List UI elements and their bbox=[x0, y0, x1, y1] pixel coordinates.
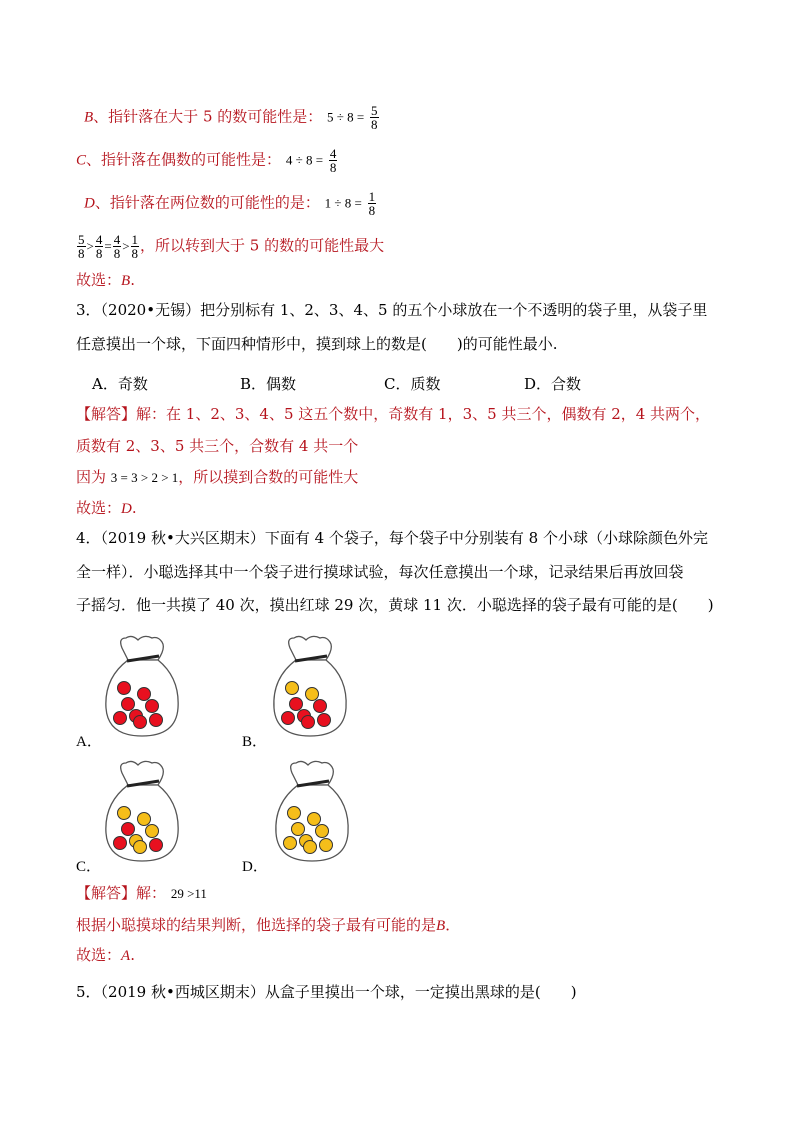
operator: > bbox=[122, 238, 130, 254]
math-expr: 1 ÷ 8 = bbox=[324, 195, 362, 211]
yellow-ball bbox=[284, 837, 297, 850]
line-d bbox=[84, 190, 377, 217]
red-ball bbox=[150, 714, 163, 727]
answer-end: . bbox=[131, 499, 137, 517]
line-text: 、指针落在大于 5 的数可能性是： bbox=[93, 107, 323, 126]
yellow-ball bbox=[146, 825, 159, 838]
q4-solution-line1 bbox=[76, 883, 207, 904]
red-ball bbox=[122, 823, 135, 836]
answer-value: D bbox=[121, 501, 132, 517]
red-ball bbox=[314, 700, 327, 713]
fraction: $\frac{4}{8}$ bbox=[95, 232, 103, 261]
math-expr: 4 ÷ 8 = bbox=[285, 152, 324, 168]
yellow-ball bbox=[288, 807, 301, 820]
red-ball bbox=[146, 700, 159, 713]
fraction: $\frac{4}{8}$ bbox=[329, 146, 337, 175]
q4-line1: 4．（2019 秋•大兴区期末）下面有 4 个袋子，每个袋子中分别装有 8 个小球（小球除颜色外完 bbox=[76, 529, 708, 547]
answer-q3 bbox=[76, 498, 137, 519]
option-c: C．质数 bbox=[384, 375, 441, 393]
red-ball bbox=[302, 716, 315, 729]
yellow-ball bbox=[134, 841, 147, 854]
solution-tag: 【解答】 bbox=[76, 405, 137, 423]
yellow-ball bbox=[138, 813, 151, 826]
bag-c-image bbox=[100, 757, 184, 867]
solution-text: 根据小聪摸球的结果判断，他选择的袋子最有可能的是 bbox=[76, 916, 437, 934]
red-ball bbox=[114, 712, 127, 725]
line-text: 、指针落在两位数的可能性的是： bbox=[94, 193, 320, 212]
red-ball bbox=[150, 839, 163, 852]
bag-b-image bbox=[268, 632, 352, 742]
option-b: B．偶数 bbox=[240, 375, 297, 393]
fraction: $\frac{1}{8}$ bbox=[131, 232, 139, 261]
red-ball bbox=[122, 698, 135, 711]
option-c-label: C． bbox=[76, 859, 102, 875]
q4-line2: 全一样）．小聪选择其中一个袋子进行摸球试验，每次任意摸出一个球，记录结果后再放回袋 bbox=[76, 563, 684, 581]
bag-d-image bbox=[270, 757, 354, 867]
math-expr: 5 ÷ 8 = bbox=[327, 109, 365, 125]
q3-solution-line1 bbox=[76, 404, 710, 424]
red-ball bbox=[114, 837, 127, 850]
red-ball bbox=[318, 714, 331, 727]
q4-solution-line2 bbox=[76, 915, 460, 936]
solution-text: 因为 bbox=[76, 468, 107, 486]
q3-solution-line3 bbox=[76, 467, 358, 488]
compare-text: ，所以转到大于 5 的数的可能性最大 bbox=[140, 236, 385, 255]
answer-label: 故选： bbox=[76, 946, 122, 964]
answer-end: . bbox=[130, 271, 135, 289]
option-a-label: A． bbox=[76, 734, 102, 750]
answer-q2 bbox=[76, 270, 135, 291]
answer-q4 bbox=[76, 945, 135, 966]
option-a: A．奇数 bbox=[92, 375, 148, 393]
yellow-ball bbox=[316, 825, 329, 838]
answer-label: 故选： bbox=[76, 271, 122, 289]
answer-end: . bbox=[130, 946, 135, 964]
q3-line1: 3．（2020•无锡）把分别标有 1、2、3、4、5 的五个小球放在一个不透明的袋子里，从袋子里 bbox=[76, 301, 708, 319]
yellow-ball bbox=[304, 841, 317, 854]
red-ball bbox=[282, 712, 295, 725]
solution-text: ，所以摸到合数的可能性大 bbox=[178, 468, 359, 486]
yellow-ball bbox=[306, 688, 319, 701]
math-expr: 29 >11 bbox=[170, 886, 207, 901]
line-b bbox=[84, 104, 380, 131]
operator: > bbox=[86, 238, 94, 254]
red-ball bbox=[138, 688, 151, 701]
fraction: $\frac{1}{8}$ bbox=[368, 189, 376, 218]
math-expr: 3 = 3 > 2 > 1 bbox=[110, 470, 179, 485]
answer-value: A bbox=[121, 948, 131, 964]
red-ball bbox=[118, 682, 131, 695]
answer-value: B bbox=[121, 273, 131, 289]
solution-tag: 【解答】 bbox=[76, 884, 137, 902]
fraction: $\frac{5}{8}$ bbox=[78, 232, 85, 261]
line-c bbox=[76, 147, 338, 174]
red-ball bbox=[134, 716, 147, 729]
answer-label: 故选： bbox=[76, 499, 122, 517]
fraction: $\frac{5}{8}$ bbox=[371, 103, 378, 132]
answer-value: B bbox=[436, 918, 446, 934]
option-d: D．合数 bbox=[524, 375, 582, 393]
line-text: 、指针落在偶数的可能性是： bbox=[86, 150, 282, 169]
option-letter: B bbox=[84, 109, 94, 126]
yellow-ball bbox=[118, 807, 131, 820]
operator: = bbox=[104, 238, 112, 254]
q4-line3: 子摇匀．他一共摸了 40 次，摸出红球 29 次，黄球 11 次．小聪选择的袋子最有可能的是( ) bbox=[76, 596, 714, 614]
yellow-ball bbox=[286, 682, 299, 695]
compare-line bbox=[76, 233, 384, 260]
bag-a-image bbox=[100, 632, 184, 742]
q5-line1: 5．（2019 秋•西城区期末）从盒子里摸出一个球，一定摸出黑球的是( ) bbox=[76, 983, 577, 1001]
fraction: $\frac{4}{8}$ bbox=[113, 232, 121, 261]
solution-text: 解：在 1、2、3、4、5 这五个数中，奇数有 1，3、5 共三个，偶数有 2，4 共两个， bbox=[136, 405, 711, 423]
option-d-label: D． bbox=[242, 859, 268, 875]
option-b-label: B． bbox=[242, 734, 268, 750]
yellow-ball bbox=[308, 813, 321, 826]
yellow-ball bbox=[320, 839, 333, 852]
yellow-ball bbox=[292, 823, 305, 836]
solution-text: 解： bbox=[136, 884, 167, 902]
q3-solution-line2: 质数有 2、3、5 共三个，合数有 4 共一个 bbox=[76, 437, 359, 455]
option-letter: D bbox=[84, 195, 95, 212]
q3-line2: 任意摸出一个球，下面四种情形中，摸到球上的数是( )的可能性最小. bbox=[76, 335, 558, 353]
option-letter: C bbox=[76, 152, 87, 169]
red-ball bbox=[290, 698, 303, 711]
solution-end: ． bbox=[445, 916, 461, 934]
